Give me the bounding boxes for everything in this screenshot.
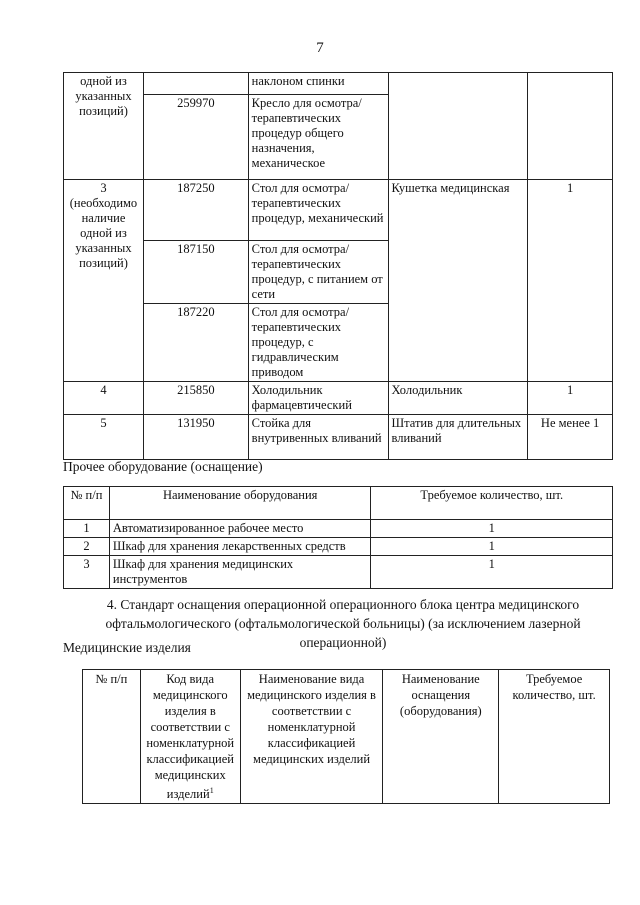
code-cell: 187250 — [143, 180, 248, 241]
name-cell: Стол для осмотра/терапевтических процедур, с питанием от сети — [248, 241, 388, 304]
medical-devices-table — [82, 669, 610, 804]
equip-cell: Холодильник — [388, 382, 528, 415]
qty-cell: 1 — [371, 556, 613, 589]
num-cell: 3 — [64, 556, 110, 589]
name-cell: Шкаф для хранения лекарственных средств — [109, 538, 371, 556]
table-row — [64, 538, 613, 556]
name-cell: Стойка для внутривенных вливаний — [248, 415, 388, 460]
section-4-heading: 4. Стандарт оснащения операционной операционного блока центра медицинского офтальмологического (офтальмологической больницы) (за исключением лазерной операционной) — [105, 597, 581, 650]
code-cell: 215850 — [143, 382, 248, 415]
name-cell: Стол для осмотра/терапевтических процедур, с гидравлическим приводом — [248, 304, 388, 382]
position-cell: 5 — [64, 415, 144, 460]
table-row — [64, 556, 613, 589]
num-cell: 2 — [64, 538, 110, 556]
name-cell: Шкаф для хранения медицинских инструментов — [109, 556, 371, 589]
name-cell: Холодильник фармацевтический — [248, 382, 388, 415]
position-cell: 3 (необходимо наличие одной из указанных позиций) — [64, 180, 144, 382]
footnote-mark: 1 — [209, 786, 214, 795]
name-cell: наклоном спинки — [248, 73, 388, 95]
header-num: № п/п — [83, 670, 141, 804]
name-cell: Стол для осмотра/терапевтических процедур, механический — [248, 180, 388, 241]
code-cell: 131950 — [143, 415, 248, 460]
other-equipment-table — [63, 486, 613, 589]
header-equip: Наименование оснащения (оборудования) — [383, 670, 499, 804]
qty-cell: 1 — [371, 520, 613, 538]
table-row — [64, 180, 613, 241]
name-cell: Автоматизированное рабочее место — [109, 520, 371, 538]
header-code — [140, 670, 240, 804]
other-equipment-title: Прочее оборудование (оснащение) — [63, 459, 263, 474]
medical-devices-title: Медицинские изделия — [63, 640, 191, 655]
code-cell: 187220 — [143, 304, 248, 382]
qty-cell: 1 — [371, 538, 613, 556]
header-qty: Требуемое количество, шт. — [499, 670, 610, 804]
equip-cell — [388, 73, 528, 180]
qty-cell: Не менее 1 — [528, 415, 613, 460]
code-cell: 187150 — [143, 241, 248, 304]
table-header-row — [64, 487, 613, 520]
code-cell: 259970 — [143, 95, 248, 180]
equip-cell: Штатив для длительных вливаний — [388, 415, 528, 460]
page-number: 7 — [316, 40, 324, 56]
header-code-text: Код вида медицинского изделия в соответствии с номенклатурной классификацией медицинских изделий — [146, 672, 235, 802]
table-row — [64, 520, 613, 538]
header-name: Наименование вида медицинского изделия в соответствии с номенклатурной классификацией медицинских изделий — [240, 670, 383, 804]
qty-cell: 1 — [528, 180, 613, 382]
table-row — [64, 415, 613, 460]
qty-cell — [528, 73, 613, 180]
position-cell: одной из указанных позиций) — [64, 73, 144, 180]
header-num: № п/п — [64, 487, 110, 520]
table-row — [64, 73, 613, 95]
code-cell — [143, 73, 248, 95]
qty-cell: 1 — [528, 382, 613, 415]
header-qty: Требуемое количество, шт. — [371, 487, 613, 520]
table-row — [64, 382, 613, 415]
position-cell: 4 — [64, 382, 144, 415]
header-name: Наименование оборудования — [109, 487, 371, 520]
equipment-table-continued — [63, 72, 613, 460]
table-header-row — [83, 670, 610, 804]
name-cell: Кресло для осмотра/терапевтических процедур общего назначения, механическое — [248, 95, 388, 180]
num-cell: 1 — [64, 520, 110, 538]
equip-cell: Кушетка медицинская — [388, 180, 528, 382]
